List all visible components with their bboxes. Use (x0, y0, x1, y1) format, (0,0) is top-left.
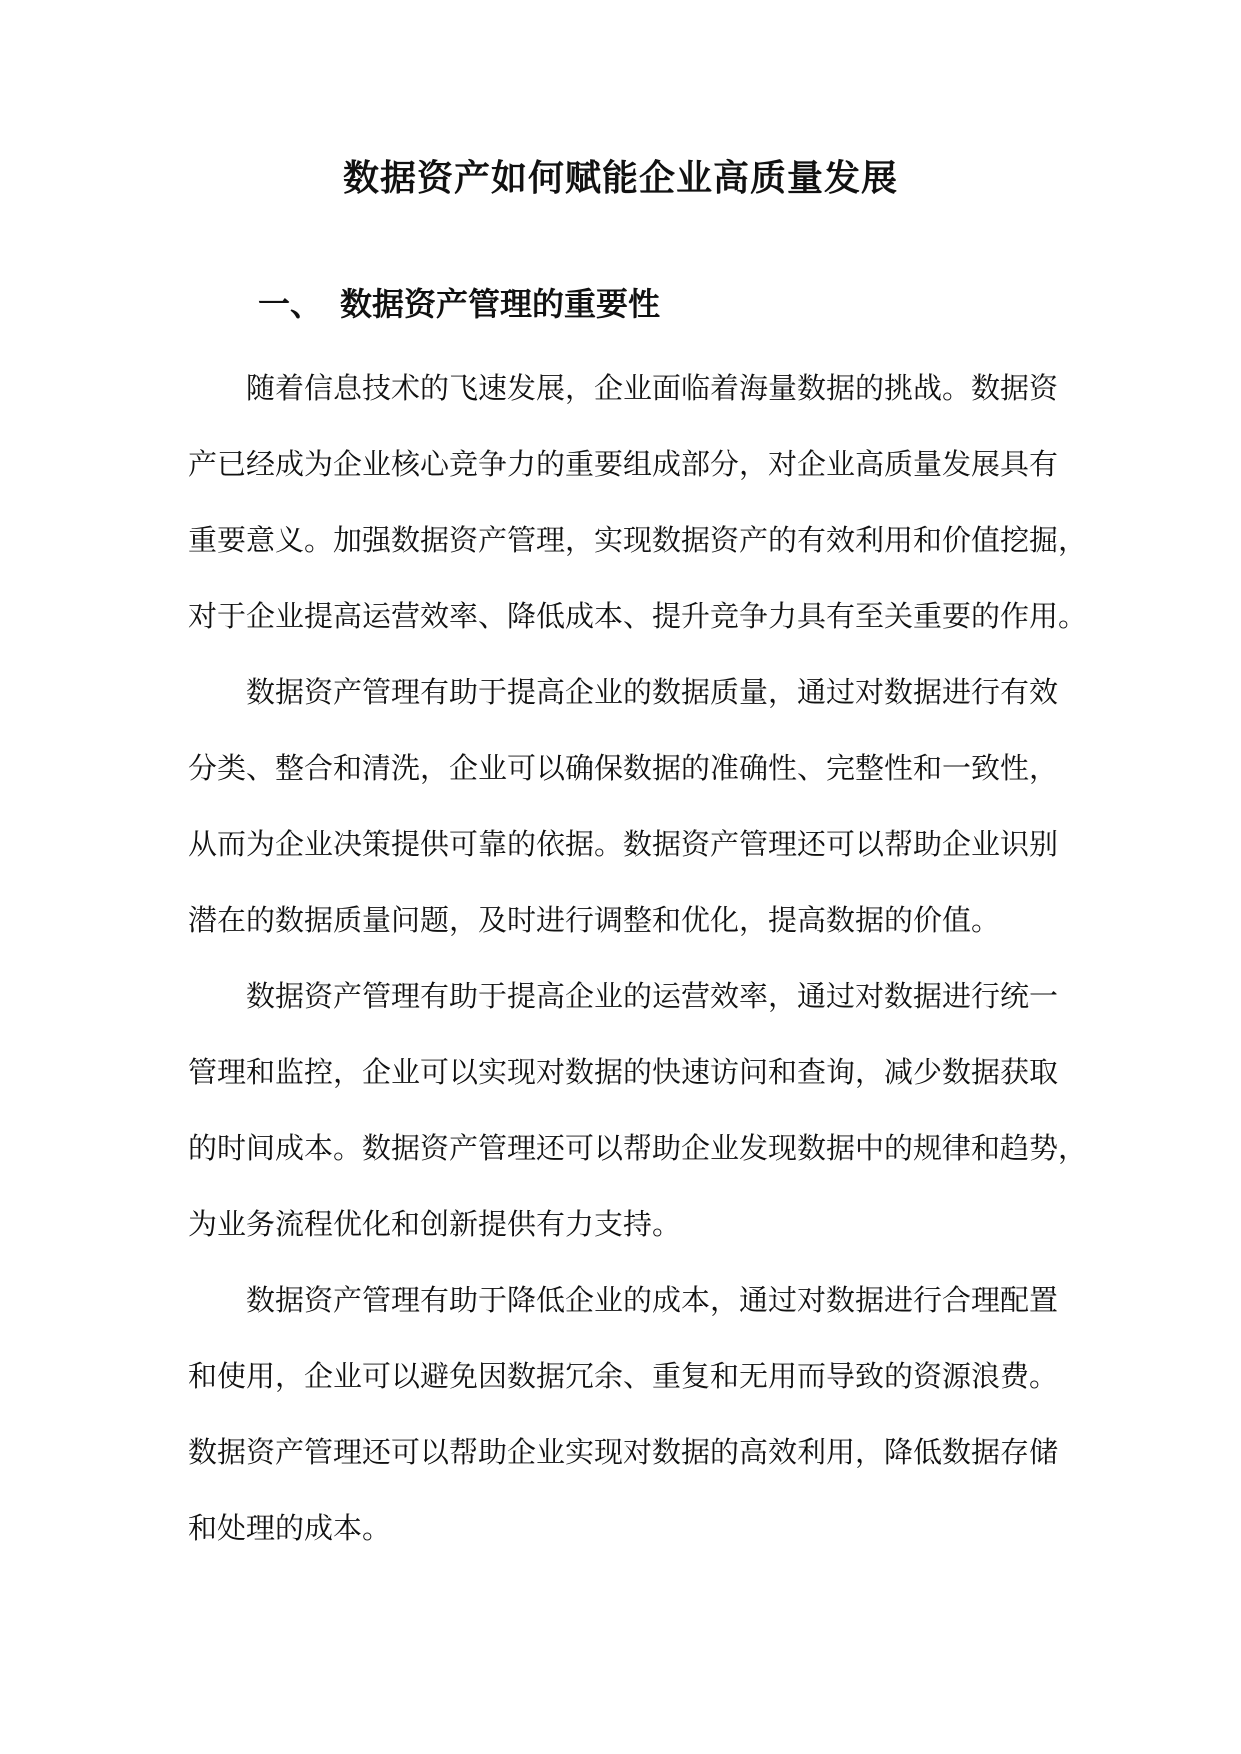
paragraph (188, 968, 1088, 1272)
paragraph-line: 数据资产管理有助于提高企业的运营效率，通过对数据进行统一 (246, 979, 1059, 1013)
paragraph-line: 分类、整合和清洗，企业可以确保数据的准确性、完整性和一致性， (188, 751, 1059, 785)
paragraph (188, 360, 1088, 664)
paragraph-line: 数据资产管理有助于降低企业的成本，通过对数据进行合理配置 (246, 1283, 1059, 1317)
paragraph (188, 664, 1059, 968)
paragraph-line: 从而为企业决策提供可靠的依据。数据资产管理还可以帮助企业识别 (188, 827, 1059, 861)
paragraph-line: 和使用，企业可以避免因数据冗余、重复和无用而导致的资源浪费。 (188, 1359, 1059, 1393)
paragraph-line: 重要意义。加强数据资产管理，实现数据资产的有效利用和价值挖掘， (188, 523, 1088, 557)
paragraph-line: 数据资产管理还可以帮助企业实现对数据的高效利用，降低数据存储 (188, 1435, 1059, 1469)
paragraph-line: 潜在的数据质量问题，及时进行调整和优化，提高数据的价值。 (188, 903, 1001, 937)
paragraph-line: 对于企业提高运营效率、降低成本、提升竞争力具有至关重要的作用。 (188, 599, 1088, 633)
document-body (188, 360, 1088, 1576)
paragraph-line: 管理和监控，企业可以实现对数据的快速访问和查询，减少数据获取 (188, 1055, 1059, 1089)
paragraph-line: 数据资产管理有助于提高企业的数据质量，通过对数据进行有效 (246, 675, 1059, 709)
section-number: 一、 (258, 285, 323, 323)
paragraph (188, 1272, 1059, 1576)
document-title: 数据资产如何赋能企业高质量发展 (342, 157, 898, 199)
paragraph-line: 随着信息技术的飞速发展，企业面临着海量数据的挑战。数据资 (246, 371, 1059, 405)
section-heading-text: 数据资产管理的重要性 (340, 285, 661, 323)
paragraph-line: 产已经成为企业核心竞争力的重要组成部分，对企业高质量发展具有 (188, 447, 1059, 481)
section-heading (258, 278, 660, 330)
paragraph-line: 为业务流程优化和创新提供有力支持。 (188, 1207, 682, 1241)
paragraph-line: 的时间成本。数据资产管理还可以帮助企业发现数据中的规律和趋势， (188, 1131, 1088, 1165)
paragraph-line: 和处理的成本。 (188, 1511, 392, 1545)
